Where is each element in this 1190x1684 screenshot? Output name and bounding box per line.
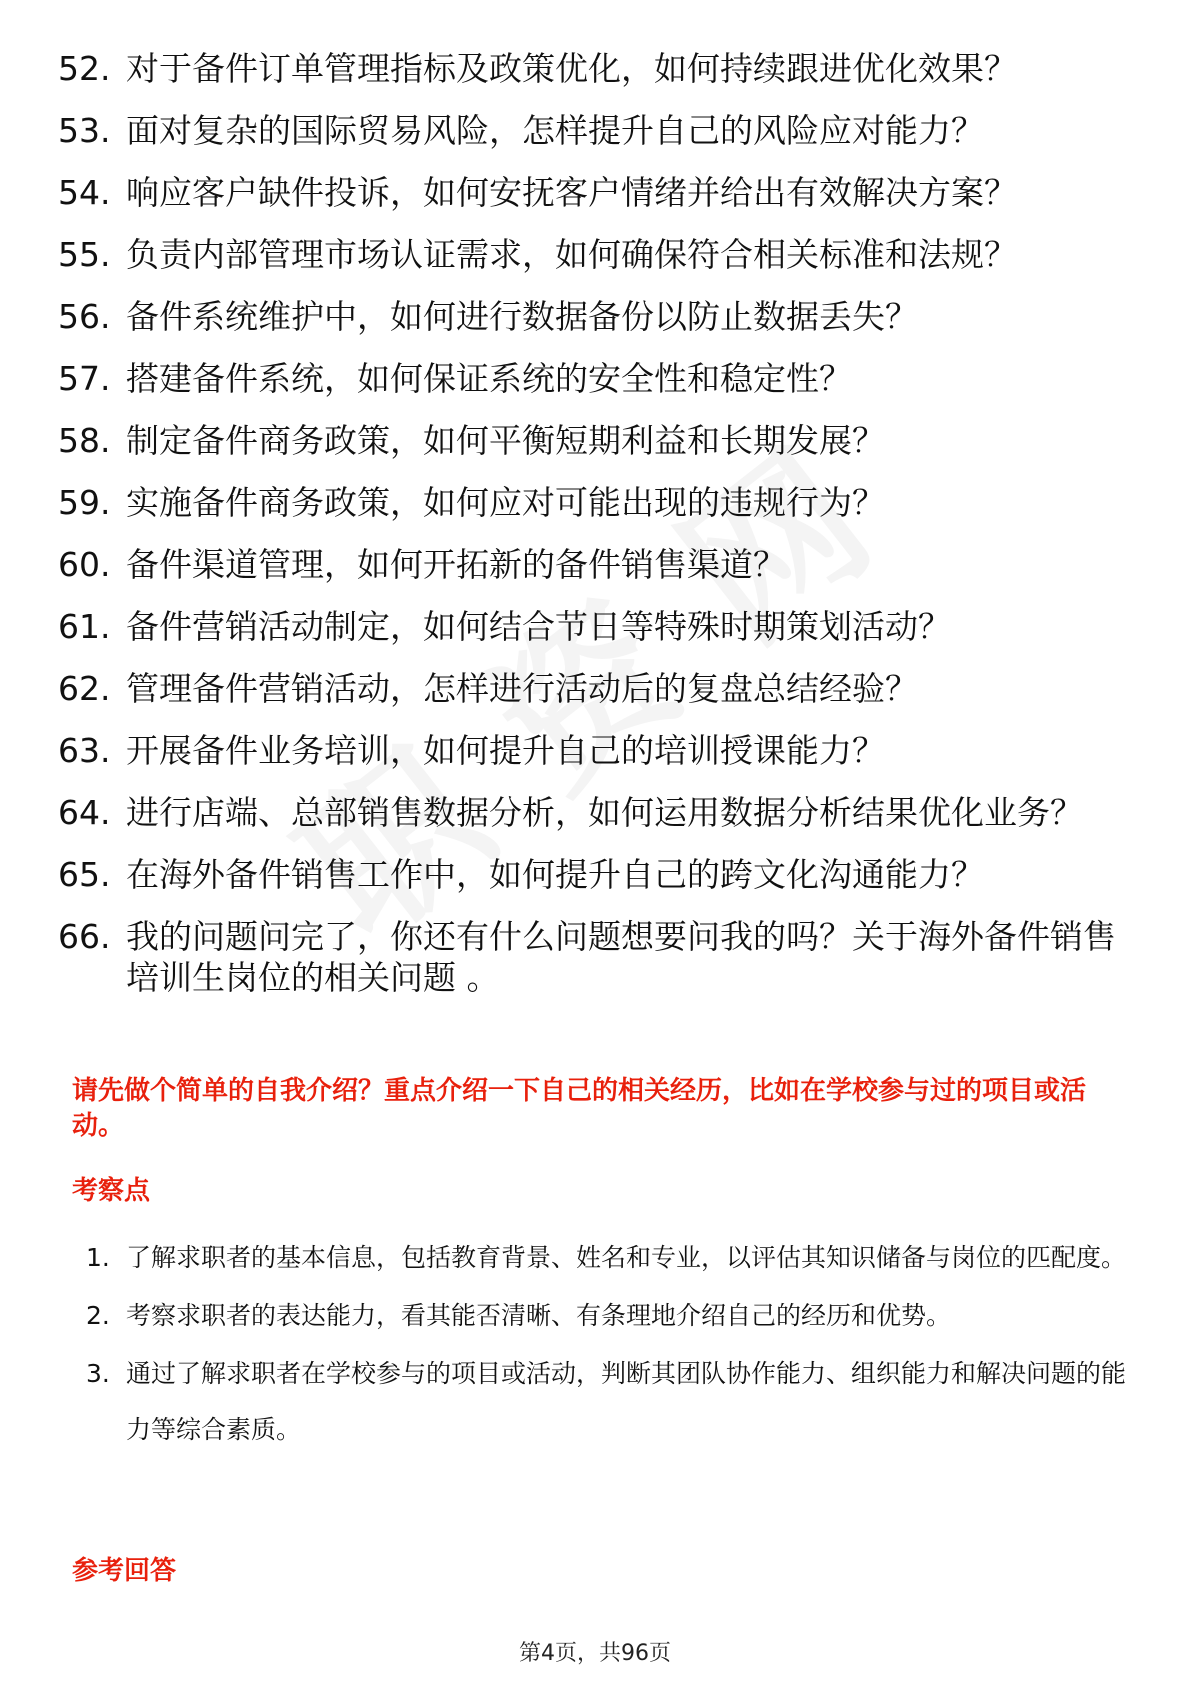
question-number: 64. — [58, 793, 111, 832]
question-number: 55. — [58, 235, 111, 274]
point-number: 1. — [86, 1243, 110, 1272]
question-item — [58, 730, 1138, 771]
question-text: 面对复杂的国际贸易风险，怎样提升自己的风险应对能力？ — [126, 111, 984, 150]
question-item — [58, 668, 1138, 709]
question-number: 56. — [58, 297, 111, 336]
assessment-point — [86, 1346, 1136, 1458]
point-number: 2. — [86, 1301, 110, 1330]
question-number: 53. — [58, 111, 111, 150]
question-text: 搭建备件系统，如何保证系统的安全性和稳定性？ — [126, 359, 852, 398]
question-item — [58, 358, 1138, 399]
question-text: 在海外备件销售工作中，如何提升自己的跨文化沟通能力？ — [126, 855, 984, 894]
question-text: 响应客户缺件投诉，如何安抚客户情绪并给出有效解决方案？ — [126, 173, 1017, 212]
question-number: 57. — [58, 359, 111, 398]
question-text: 开展备件业务培训，如何提升自己的培训授课能力？ — [126, 731, 885, 770]
point-text: 了解求职者的基本信息，包括教育背景、姓名和专业，以评估其知识储备与岗位的匹配度。 — [126, 1243, 1127, 1272]
question-number: 60. — [58, 545, 111, 584]
question-item — [58, 792, 1138, 833]
question-item — [58, 544, 1138, 585]
question-item — [58, 48, 1138, 89]
question-number: 66. — [58, 917, 111, 956]
assessment-point — [86, 1288, 1136, 1344]
question-item — [58, 296, 1138, 337]
assessment-point — [86, 1230, 1136, 1286]
question-text: 实施备件商务政策，如何应对可能出现的违规行为？ — [126, 483, 885, 522]
question-text: 进行店端、总部销售数据分析，如何运用数据分析结果优化业务？ — [126, 793, 1083, 832]
question-number: 65. — [58, 855, 111, 894]
reference-answer-label: 参考回答 — [72, 1556, 177, 1586]
question-item — [58, 110, 1138, 151]
question-number: 63. — [58, 731, 111, 770]
point-text: 通过了解求职者在学校参与的项目或活动，判断其团队协作能力、组织能力和解决问题的能力等综合素质。 — [126, 1359, 1127, 1444]
question-number: 54. — [58, 173, 111, 212]
question-text: 我的问题问完了，你还有什么问题想要问我的吗？关于海外备件销售培训生岗位的相关问题 。 — [126, 917, 1116, 997]
question-item — [58, 854, 1138, 895]
question-text: 负责内部管理市场认证需求，如何确保符合相关标准和法规？ — [126, 235, 1017, 274]
question-list — [58, 48, 1138, 1019]
question-text: 备件渠道管理，如何开拓新的备件销售渠道？ — [126, 545, 786, 584]
question-item — [58, 420, 1138, 461]
question-text: 制定备件商务政策，如何平衡短期利益和长期发展？ — [126, 421, 885, 460]
question-item — [58, 234, 1138, 275]
question-number: 52. — [58, 49, 111, 88]
question-item — [58, 172, 1138, 213]
assessment-label: 考察点 — [72, 1176, 151, 1206]
point-text: 考察求职者的表达能力，看其能否清晰、有条理地介绍自己的经历和优势。 — [126, 1301, 952, 1330]
question-text: 备件营销活动制定，如何结合节日等特殊时期策划活动？ — [126, 607, 951, 646]
featured-question: 请先做个简单的自我介绍？重点介绍一下自己的相关经历，比如在学校参与过的项目或活动。 — [72, 1076, 1087, 1141]
question-number: 59. — [58, 483, 111, 522]
assessment-points — [86, 1230, 1136, 1460]
point-number: 3. — [86, 1359, 110, 1388]
question-item — [58, 482, 1138, 523]
question-item — [58, 606, 1138, 647]
question-number: 62. — [58, 669, 111, 708]
question-text: 管理备件营销活动，怎样进行活动后的复盘总结经验？ — [126, 669, 918, 708]
question-item — [58, 916, 1138, 998]
question-text: 备件系统维护中，如何进行数据备份以防止数据丢失？ — [126, 297, 918, 336]
question-text: 对于备件订单管理指标及政策优化，如何持续跟进优化效果？ — [126, 49, 1017, 88]
page-footer: 第4页，共96页 — [519, 1641, 671, 1666]
question-number: 61. — [58, 607, 111, 646]
question-number: 58. — [58, 421, 111, 460]
